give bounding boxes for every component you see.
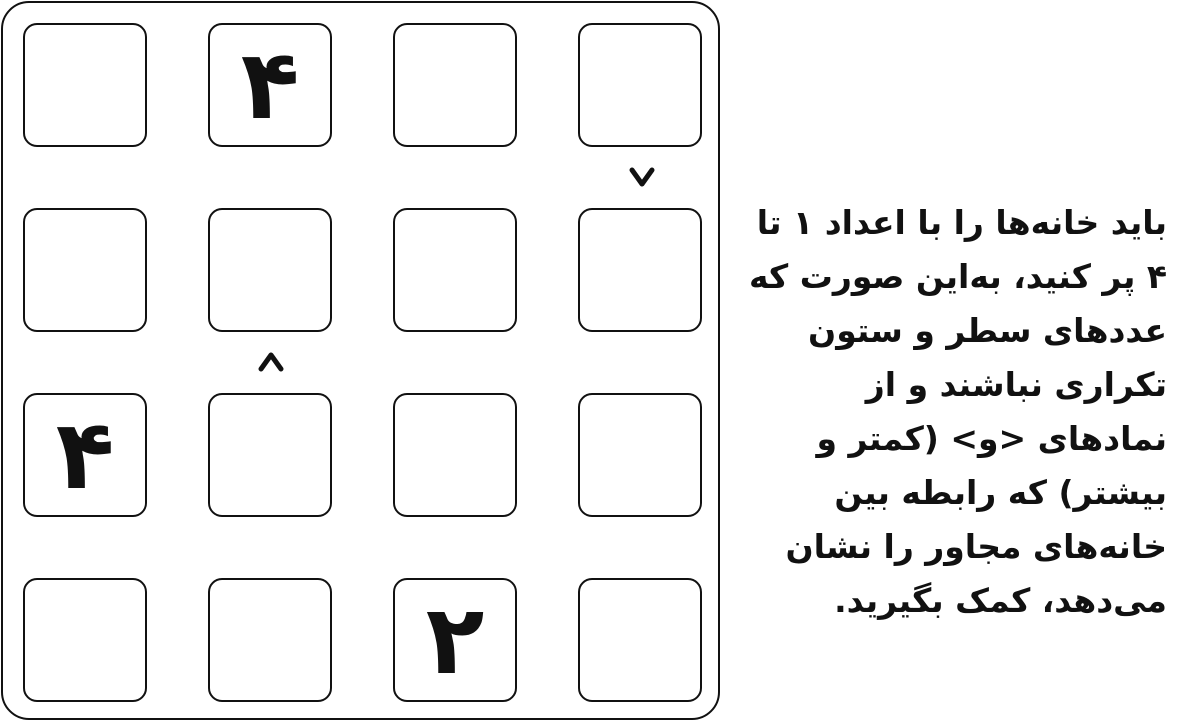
cell-r1-c3[interactable] <box>578 208 702 332</box>
cell-r2-c0: ۴ <box>23 393 147 517</box>
cell-r3-c0[interactable] <box>23 578 147 702</box>
cell-r2-c3[interactable] <box>578 393 702 517</box>
cell-r3-c2: ۲ <box>393 578 517 702</box>
cell-r3-c1[interactable] <box>208 578 332 702</box>
puzzle-board <box>1 1 720 720</box>
cell-r0-c3[interactable] <box>578 23 702 147</box>
cell-r1-c0[interactable] <box>23 208 147 332</box>
instructions-text: باید خانه‌ها را با اعداد ۱ تا ۴ پر کنید، به‌این صورت که عددهای سطر و ستون تکراری نباشند و از نمادهای <و> (کمتر و بیشتر) که رابطه بین خانه‌های مجاور را نشان می‌دهد، کمک بگیرید. <box>749 203 1167 620</box>
cell-r1-c2[interactable] <box>393 208 517 332</box>
cell-r0-c0[interactable] <box>23 23 147 147</box>
inequality-down-icon <box>627 165 657 189</box>
inequality-up-icon <box>256 350 286 374</box>
cell-r3-c3[interactable] <box>578 578 702 702</box>
cell-r2-c1[interactable] <box>208 393 332 517</box>
cell-r1-c1[interactable] <box>208 208 332 332</box>
cell-r0-c1: ۴ <box>208 23 332 147</box>
cell-r0-c2[interactable] <box>393 23 517 147</box>
cell-r2-c2[interactable] <box>393 393 517 517</box>
